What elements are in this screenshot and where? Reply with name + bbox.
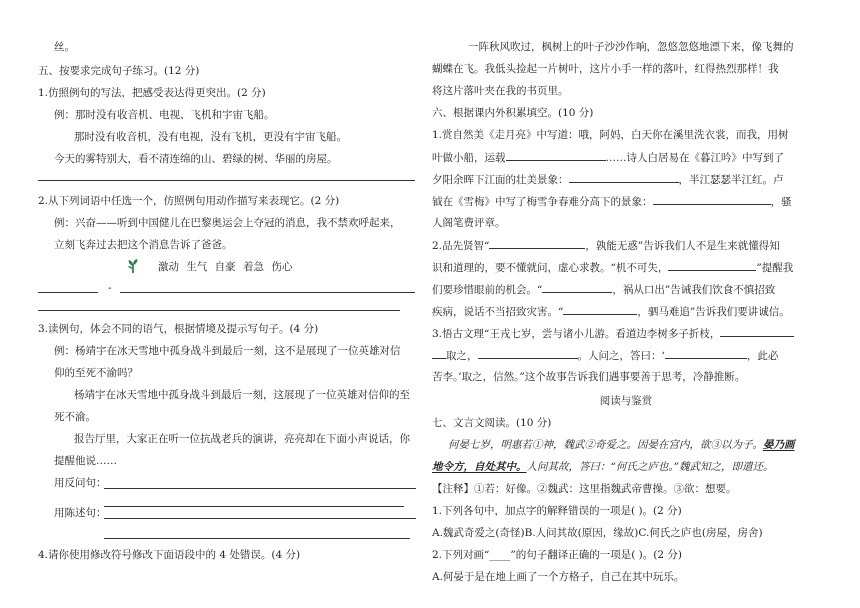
blank[interactable]	[563, 304, 637, 315]
passage-line: 一阵秋风吹过，枫树上的叶子沙沙作响，忽悠忽悠地漂下来，像飞舞的	[468, 41, 794, 53]
fill-line: 人阁笔费评章。	[432, 217, 506, 229]
classical-passage: 地令方，自处其中。人问其故，答曰：“何氏之庐也。”魏武知之，即遣还。	[432, 461, 774, 473]
label-declarative: 用陈述句：	[54, 507, 107, 519]
answer-line[interactable]	[38, 180, 415, 181]
blank[interactable]	[506, 150, 606, 161]
fill-line: 们要珍惜眼前的机会。“ ，祸从口出”告诫我们饮食不慎招致	[432, 284, 776, 296]
example-text: 那时没有收音机，没有电视，没有飞机，更没有宇宙飞船。	[74, 131, 347, 143]
prompt-text: 提醒他说……	[54, 455, 117, 467]
section-heading: 五、按要求完成句子练习。(12 分)	[38, 65, 200, 77]
fill-line: 钺在《雪梅》中写了梅雪争春难分高下的景象： ，骚	[432, 196, 792, 208]
option-line: A.何晏于是在地上画了一个方格子，自己在其中玩乐。	[432, 571, 685, 583]
classical-passage: 何晏七岁，明惠若①神，魏武②奇爱之。因晏在宫内，欲③以为子。晏乃画	[448, 439, 795, 451]
blank[interactable]	[489, 238, 585, 249]
blank[interactable]	[542, 282, 612, 293]
option-line: A.魏武奇爱之(奇怪)B.人问其故(原因，缘故)C.何氏之庐也(房屋，房舍)	[432, 527, 763, 539]
blank[interactable]	[668, 260, 756, 271]
answer-line[interactable]	[120, 292, 415, 293]
question-1: 1.仿照例句的写法，把感受表达得更突出。(2 分)	[38, 87, 266, 99]
question-1: 1.下列各句中，加点字的解释错误的一项是( )。(2 分)	[432, 505, 682, 517]
fill-line: 苦李。’取之，信然。”这个故事告诉我们遇事要善于思考，冷静推断。	[432, 371, 746, 383]
fill-line: 2.品先贤智“ ，孰能无惑”告诉我们人不是生来就懂得知	[432, 240, 780, 252]
passage-line: 蝴蝶在飞。我低头捡起一片树叶，这片小手一样的落叶，红得热烈那样！我	[432, 63, 779, 75]
label-rhetorical: 用反问句：	[54, 477, 107, 489]
example-text: 例：杨靖宇在冰天雪地中孤身战斗到最后一刻，这不是展现了一位英雄对信	[54, 345, 401, 357]
blank[interactable]	[569, 172, 679, 183]
prompt-text: 报告厅里，大家正在听一位抗战老兵的演讲，亮亮却在下面小声说话，你	[74, 433, 410, 445]
section-heading: 六、根据课内外积累填空。(10 分)	[432, 107, 594, 119]
fill-line: 识和道理的，要不懂就问，虚心求教。“机不可失， ”提醒我	[432, 262, 794, 274]
blank[interactable]	[665, 348, 747, 359]
answer-line[interactable]	[104, 518, 416, 519]
text-line: 丝。	[54, 41, 75, 53]
example-text: 立刻飞奔过去把这个消息告诉了爸爸。	[54, 239, 233, 251]
example-text: 仰的至死不渝吗？	[54, 367, 138, 379]
fill-line: 取之， 。人问之，答曰：‘ ，此必	[432, 348, 778, 363]
question-4: 4.请你使用修改符号修改下面语段中的 4 处错误。(4 分)	[38, 549, 301, 561]
part-title: 阅读与鉴赏	[599, 395, 653, 407]
fill-line: 3.悟古文理“王戎七岁，尝与诸小儿游。看道边李树多子折枝，	[432, 326, 794, 341]
question-2: 2.从下列词语中任选一个，仿照例句用动作描写来表现它。(2 分)	[38, 195, 340, 207]
plant-icon	[126, 258, 140, 274]
blank[interactable]	[653, 194, 771, 205]
answer-line[interactable]	[38, 292, 98, 293]
answer-line[interactable]	[104, 488, 416, 489]
fill-line: 夕阳余晖下江面的壮美景象： ，半江瑟瑟半江红。卢	[432, 174, 784, 186]
annotation: 【注释】①若：好像。②魏武：这里指魏武帝曹操。③欲：想要。	[432, 483, 737, 495]
blank[interactable]	[478, 348, 578, 359]
dash: -	[108, 282, 112, 294]
prompt-text: 今天的雾特别大，看不清连绵的山、碧绿的树、华丽的房屋。	[54, 153, 338, 165]
fill-line: 叶做小船，运载 ……诗人白居易在《暮江吟》中写到了	[432, 152, 784, 164]
blank[interactable]	[720, 326, 794, 337]
fill-line: 疾病，说话不当招致灾害。“ ，驷马难追”告诉我们要讲诚信。	[432, 306, 790, 318]
section-heading: 七、文言文阅读。(10 分)	[432, 417, 552, 429]
answer-line[interactable]	[104, 506, 404, 507]
example-text: 例：那时没有收音机、电视、飞机和宇宙飞船。	[54, 109, 275, 121]
word-options: 激动 生气 自豪 着急 伤心	[158, 261, 293, 273]
fill-line: 1.赏自然美《走月亮》中写道：哦，阿妈，白天你在溪里洗衣裳，而我，用树	[432, 129, 789, 141]
answer-line[interactable]	[104, 538, 410, 539]
example-text: 死不渝。	[54, 411, 96, 423]
blank[interactable]	[432, 348, 446, 359]
answer-line[interactable]	[38, 310, 400, 311]
example-text: 例：兴奋——听到中国健儿在巴黎奥运会上夺冠的消息，我不禁欢呼起来，	[54, 217, 401, 229]
question-2: 2.下列对画“____”的句子翻译正确的一项是( )。(2 分)	[432, 549, 682, 561]
question-3: 3.读例句，体会不同的语气，根据情境及提示写句子。(4 分)	[38, 323, 319, 335]
example-text: 杨靖宇在冰天雪地中孤身战斗到最后一刻，这展现了一位英雄对信仰的至	[74, 389, 410, 401]
passage-line: 将这片落叶夹在我的书页里。	[432, 85, 569, 97]
